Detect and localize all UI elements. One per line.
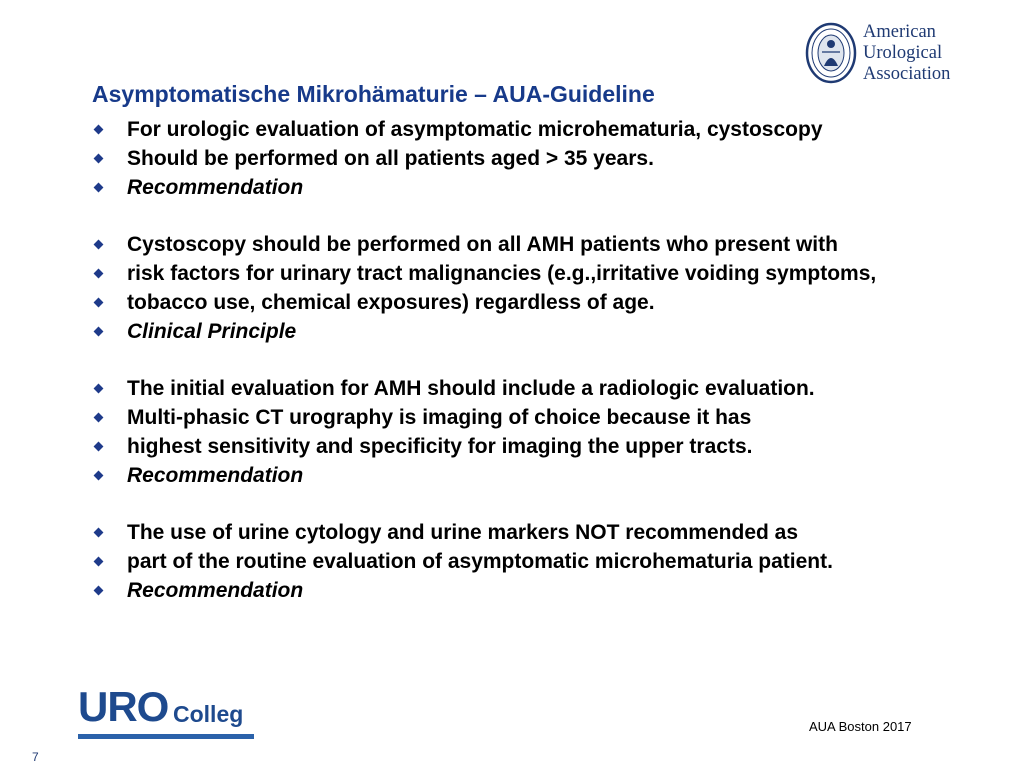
- bullet-item: [90, 262, 970, 286]
- bullet-item: [90, 521, 970, 545]
- bullet-item: [90, 147, 970, 171]
- bullet-text: Should be performed on all patients aged > 35 years.: [127, 147, 654, 170]
- bullet-text: highest sensitivity and specificity for imaging the upper tracts.: [127, 435, 753, 458]
- aua-seal-icon: [805, 22, 857, 84]
- uro-colleg-logo: [74, 684, 259, 746]
- diamond-bullet-icon: [94, 327, 104, 337]
- bullet-item: [90, 118, 970, 142]
- uro-logo-text: URO: [78, 683, 169, 730]
- aua-line-3: Association: [863, 63, 951, 84]
- diamond-bullet-icon: [94, 240, 104, 250]
- bullet-text: tobacco use, chemical exposures) regardless of age.: [127, 291, 655, 314]
- bullet-item: [90, 464, 970, 488]
- diamond-bullet-icon: [94, 183, 104, 193]
- page-number: 7: [32, 750, 39, 764]
- diamond-bullet-icon: [94, 125, 104, 135]
- bullet-item: [90, 291, 970, 315]
- logo-underline: [78, 734, 254, 739]
- footer-text: AUA Boston 2017: [809, 719, 912, 734]
- bullet-item: [90, 579, 970, 603]
- diamond-bullet-icon: [94, 528, 104, 538]
- diamond-bullet-icon: [94, 471, 104, 481]
- slide-title: Asymptomatische Mikrohämaturie – AUA-Guideline: [92, 81, 655, 107]
- diamond-bullet-icon: [94, 269, 104, 279]
- diamond-bullet-icon: [94, 384, 104, 394]
- bullet-text: part of the routine evaluation of asymptomatic microhematuria patient.: [127, 550, 833, 573]
- diamond-bullet-icon: [94, 586, 104, 596]
- aua-line-1: American: [863, 21, 936, 42]
- bullet-item: [90, 377, 970, 401]
- diamond-bullet-icon: [94, 413, 104, 423]
- bullet-item: [90, 233, 970, 257]
- bullet-text: The use of urine cytology and urine markers NOT recommended as: [127, 521, 799, 544]
- aua-logo: [805, 18, 970, 88]
- diamond-bullet-icon: [94, 442, 104, 452]
- bullet-list: [90, 118, 970, 603]
- diamond-bullet-icon: [94, 298, 104, 308]
- bullet-item: [90, 320, 970, 344]
- bullet-text: Multi-phasic CT urography is imaging of choice because it has: [127, 406, 752, 429]
- bullet-text: Recommendation: [127, 579, 304, 602]
- diamond-bullet-icon: [94, 557, 104, 567]
- bullet-text: Cystoscopy should be performed on all AMH patients who present with: [127, 233, 838, 256]
- bullet-text: For urologic evaluation of asymptomatic microhematuria, cystoscopy: [127, 118, 823, 141]
- bullet-item: [90, 550, 970, 574]
- bullet-text: risk factors for urinary tract malignancies (e.g.,irritative voiding symptoms,: [127, 262, 877, 285]
- bullet-item: [90, 435, 970, 459]
- aua-wordmark: [863, 22, 950, 85]
- bullet-item: [90, 406, 970, 430]
- diamond-bullet-icon: [94, 154, 104, 164]
- bullet-text: The initial evaluation for AMH should include a radiologic evaluation.: [127, 377, 815, 400]
- colleg-logo-text: Colleg: [173, 701, 244, 727]
- bullet-text: Recommendation: [127, 464, 304, 487]
- bullet-text: Clinical Principle: [127, 320, 297, 343]
- bullet-item: [90, 176, 970, 200]
- bullet-text: Recommendation: [127, 176, 304, 199]
- aua-line-2: Urological: [863, 42, 943, 63]
